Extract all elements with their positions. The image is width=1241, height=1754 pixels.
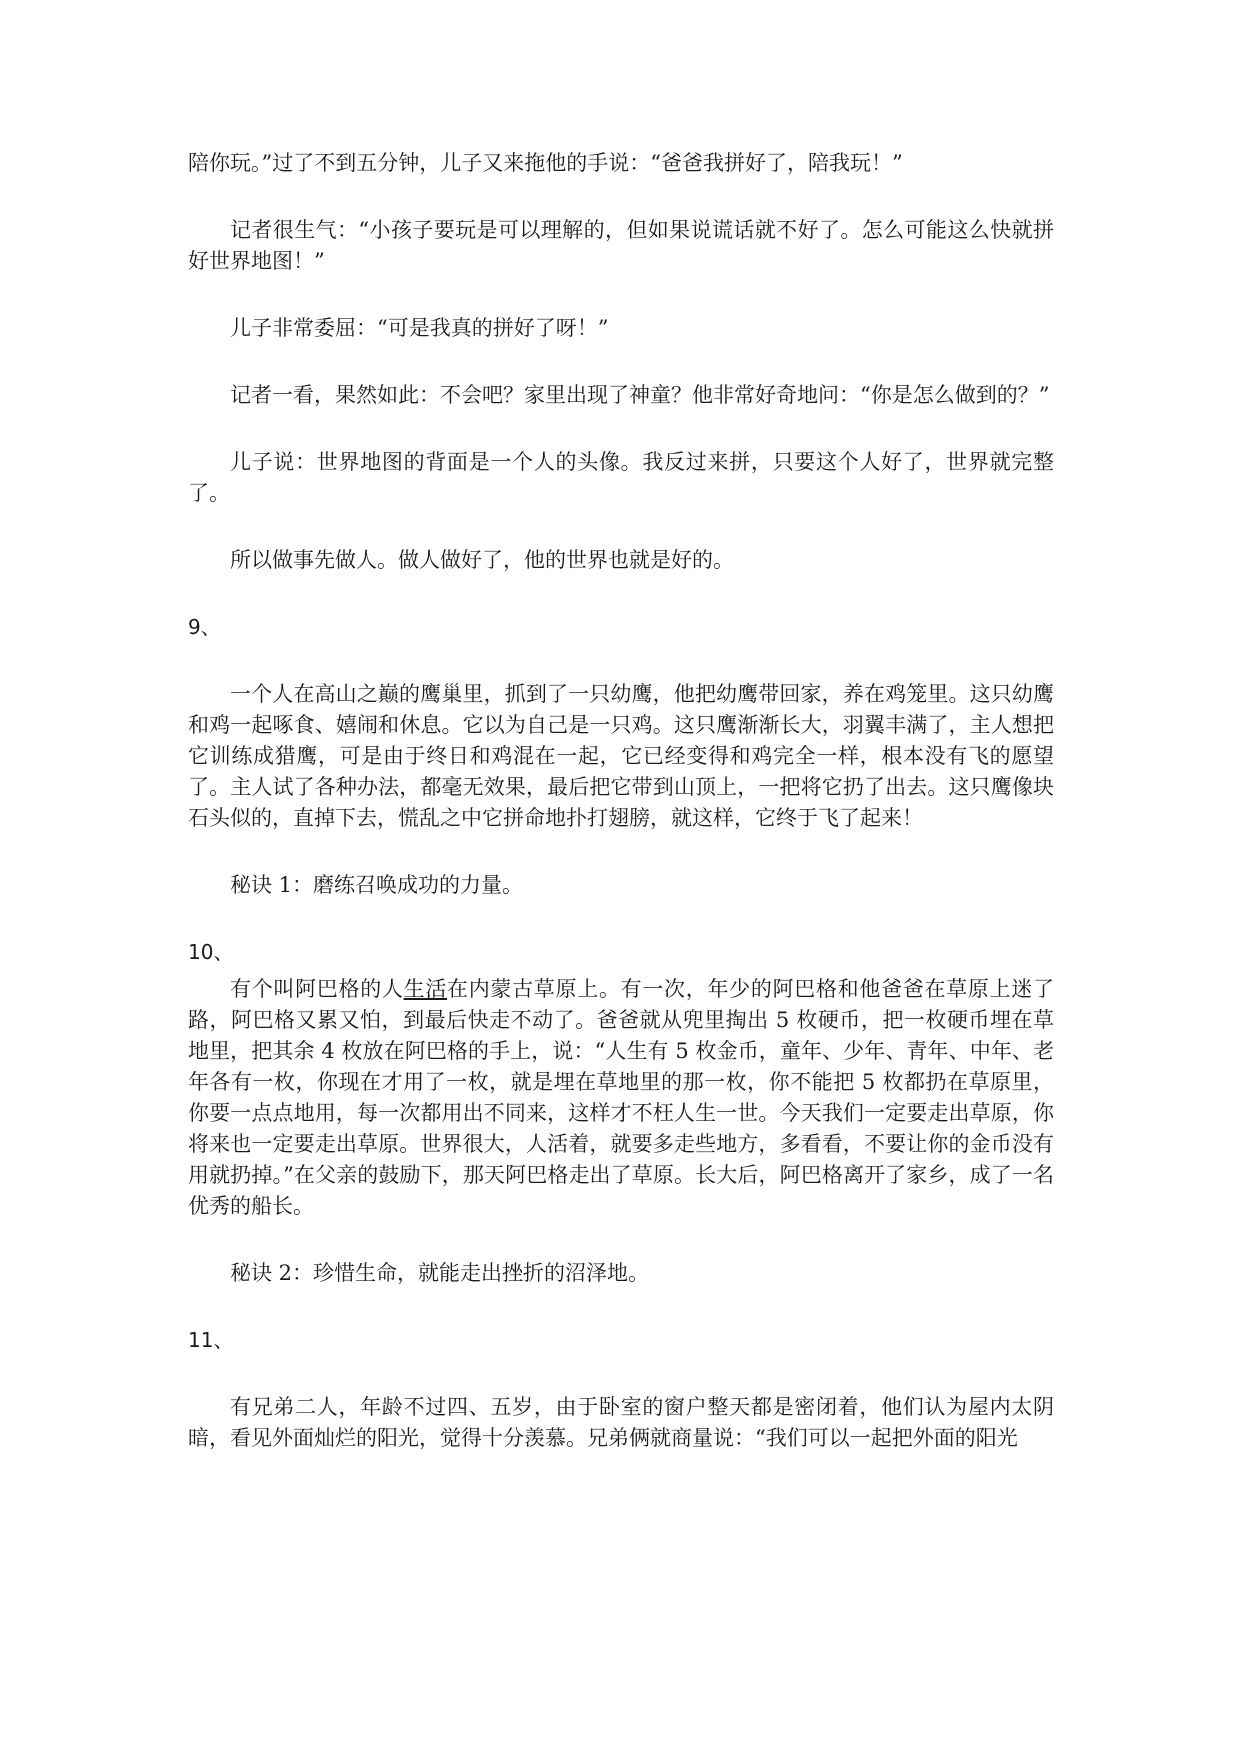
paragraph (188, 974, 1054, 1222)
paragraph: 所以做事先做人。做人做好了，他的世界也就是好的。 (230, 548, 734, 572)
secret-tip: 秘诀 2：珍惜生命，就能走出挫折的沼泽地。 (230, 1261, 650, 1285)
paragraph-text: 在内蒙古草原上。有一次，年少的阿巴格和他爸爸在草原上迷了路，阿巴格又累又怕，到最后快走不动了。爸爸就从兜里掏出 5 枚硬币，把一枚硬币埋在草地里，把其余 4 枚放在阿巴格的手上，说：“人生有 5 枚金币，童年、少年、青年、中年、老年各有一枚，你现在才用了一枚，就是埋在草地里的那一枚，你不能把 5 枚都扔在草原里，你要一点点地用，每一次都用出不同来，这样才不枉人生一世。今天我们一定要走出草原，你将来也一定要走出草原。世界很大，人活着，就要多走些地方，多看看，不要让你的金币没有用就扔掉。”在父亲的鼓励下，那天阿巴格走出了草原。长大后，阿巴格离开了家乡，成了一名优秀的船长。 (188, 977, 1055, 1218)
secret-tip: 秘诀 1：磨练召唤成功的力量。 (230, 873, 524, 897)
paragraph: 记者很生气：“小孩子要玩是可以理解的，但如果说谎话就不好了。怎么可能这么快就拼好世界地图！” (188, 218, 1054, 273)
paragraph: 儿子非常委屈：“可是我真的拼好了呀！” (230, 316, 609, 340)
paragraph: 儿子说：世界地图的背面是一个人的头像。我反过来拼，只要这个人好了，世界就完整了。 (188, 450, 1054, 505)
life-link[interactable]: 生活 (403, 977, 448, 1001)
paragraph: 陪你玩。”过了不到五分钟，儿子又来拖他的手说：“爸爸我拼好了，陪我玩！” (188, 151, 903, 175)
paragraph-text: 有个叫阿巴格的人 (230, 977, 404, 1001)
section-number: 9、 (188, 615, 221, 639)
section-number: 11、 (188, 1328, 234, 1352)
paragraph: 有兄弟二人，年龄不过四、五岁，由于卧室的窗户整天都是密闭着，他们认为屋内太阴暗，看见外面灿烂的阳光，觉得十分羡慕。兄弟俩就商量说：“我们可以一起把外面的阳光 (188, 1395, 1054, 1450)
paragraph: 记者一看，果然如此：不会吧？家里出现了神童？他非常好奇地问：“你是怎么做到的？” (230, 383, 1050, 407)
section-number: 10、 (188, 940, 234, 964)
document-body (188, 148, 1054, 1454)
paragraph: 一个人在高山之巅的鹰巢里，抓到了一只幼鹰，他把幼鹰带回家，养在鸡笼里。这只幼鹰和鸡一起啄食、嬉闹和休息。它以为自己是一只鸡。这只鹰渐渐长大，羽翼丰满了，主人想把它训练成猎鹰，可是由于终日和鸡混在一起，它已经变得和鸡完全一样，根本没有飞的愿望了。主人试了各种办法，都毫无效果，最后把它带到山顶上，一把将它扔了出去。这只鹰像块石头似的，直掉下去，慌乱之中它拼命地扑打翅膀，就这样，它终于飞了起来！ (188, 682, 1054, 830)
